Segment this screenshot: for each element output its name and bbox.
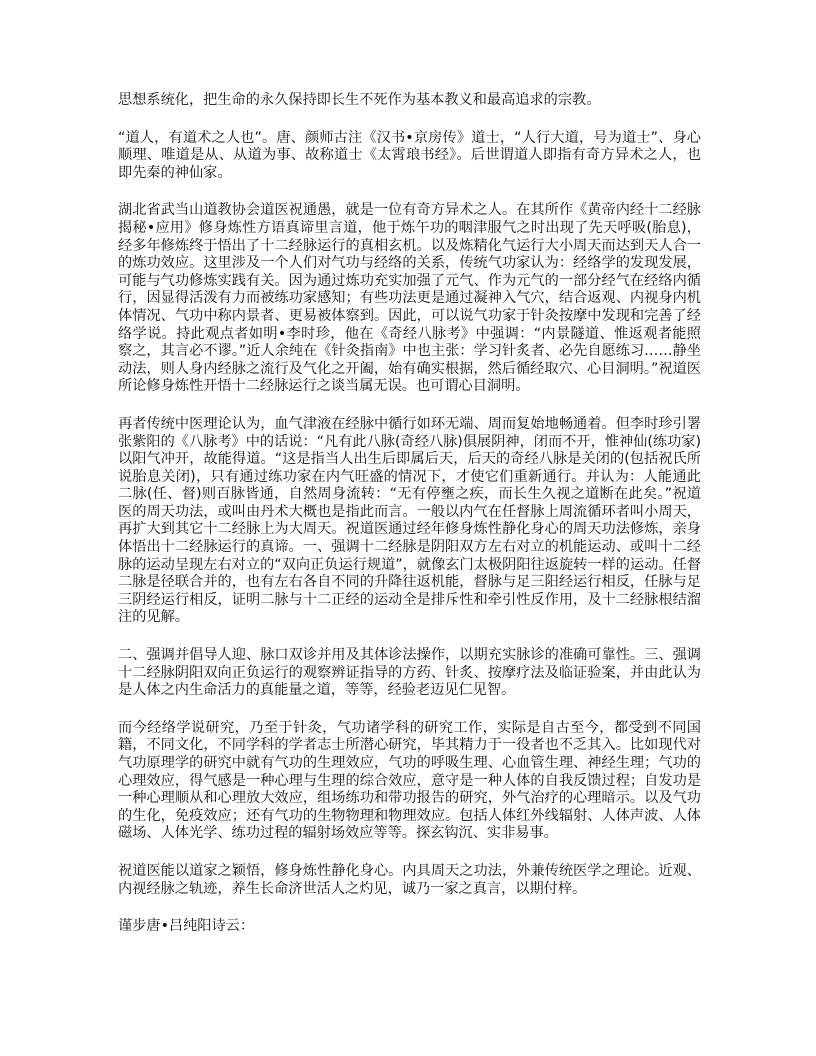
paragraph: 二、强调并倡导人迎、脉口双诊并用及其体诊法操作，以期充实脉诊的准确可靠性。三、强调十二经脉阴阳双向正负运行的观察辨证指导的方药、针炙、按摩疗法及临证验案，并由此认为是人体之内生命活力的真能量之道，等等，经验老迈见仁见智。 — [118, 647, 701, 699]
paragraph: 谨步唐•吕纯阳诗云： — [118, 918, 255, 935]
paragraph: “道人，有道术之人也”。唐、颜师古注《汉书•京房传》道士，“人行大道，号为道士”、身心顺理、唯道是从、从道为事、故称道士《太霄琅书经》。后世谓道人即指有奇方异术之人，也即先秦的神仙家。 — [118, 129, 701, 181]
document-page — [118, 92, 701, 956]
paragraph: 祝道医能以道家之颖悟，修身炼性静化身心。内具周天之功法，外兼传统医学之理论。近观、内视经脉之轨迹，养生长命济世活人之灼见，诚乃一家之真言，以期付梓。 — [118, 862, 701, 897]
paragraph: 再者传统中医理论认为，血气津液在经脉中循行如环无端、周而复始地畅通着。但李时珍引署张紫阳的《八脉考》中的话说：“凡有此八脉(奇经八脉)俱展阴神，闭而不开，惟神仙(练功家)以阳气冲开，故能得道。“这是指当人出生后即属后天，后天的奇经八脉是关闭的(包括祝氏所说胎息关闭)，只有通过练功家在内气旺盛的情况下，才使它们重新通行。并认为：人能通此二脉(任、督)则百脉皆通，自然周身流转：“无有停壅之疾，而长生久视之道断在此矣。”祝道医的周天功法，或叫由丹术大概也是指此而言。一般以内气在任督脉上周流循环者叫小周天，再扩大到其它十二经脉上为大周天。祝道医通过经年修身炼性静化身心的周天功法修炼，亲身体悟出十二经脉运行的真谛。一、强调十二经脉是阴阳双方左右对立的机能运动、或叫十二经脉的运动呈现左右对立的“双向正负运行规道”，就像玄门太极阴阳往返旋转一样的运动。任督二脉是径联合并的，也有左右各自不同的升降往返机能，督脉与足三阳经运行相反，任脉与足三阴经运行相反，证明二脉与十二正经的运动全是排斥性和牵引性反作用，及十二经脉根结溜注的见解。 — [118, 415, 701, 626]
paragraph: 思想系统化，把生命的永久保持即长生不死作为基本教义和最高追求的宗教。 — [118, 92, 601, 108]
paragraph: 湖北省武当山道教协会道医祝通愚，就是一位有奇方异术之人。在其所作《黄帝内经十二经脉揭秘•应用》修身炼性方语真谛里言道，他于炼午功的咽津服气之时出现了先天呼吸(胎息)，经多年修炼终于悟出了十二经脉运行的真相玄机。以及炼精化气运行大小周天而达到天人合一的炼功效应。这里涉及一个人们对气功与经络的关系，传统气功家认为：经络学的发现发展，可能与气功修炼实践有关。因为通过炼功充实加强了元气、作为元气的一部分经气在经络内循行，因显得活泼有力而被练功家感知；有些功法更是通过凝神入气穴，结合返观、内视身内机体情况、气功中称内景者、更易被体察到。因此，可以说气功家于针灸按摩中发现和完善了经络学说。持此观点者如明•李时珍，他在《奇经八脉考》中强调：“内景隧道、惟返观者能照察之，其言必不谬。”近人余纯在《针灸指南》中也主张：学习针炙者、必先自愿练习……静坐动法，则人身内经脉之流行及气化之开阖，始有确实根据，然后循经取穴、心目洞明。”祝道医所论修身炼性开悟十二经脉运行之谈当属无误。也可谓心目洞明。 — [118, 202, 701, 395]
paragraph: 而今经络学说研究，乃至于针灸，气功诸学科的研究工作，实际是自古至今，都受到不同国籍，不同文化，不同学科的学者志士所潜心研究，毕其精力于一役者也不乏其入。比如现代对气功原理学的研究中就有气功的生理效应，气功的呼吸生理、心血管生理、神经生理；气功的心理效应，得气感是一种心理与生理的综合效应，意守是一种人体的自我反馈过程；自发功是一种心理顺从和心理放大效应，组场练功和带功报告的研究，外气治疗的心理暗示。以及气功的生化，免疫效应；还有气功的生物物理和物理效应。包括人体红外线辐射、人体声波、人体磁场、人体光学、练功过程的辐射场效应等等。探玄钩沉、实非易事。 — [118, 719, 701, 842]
